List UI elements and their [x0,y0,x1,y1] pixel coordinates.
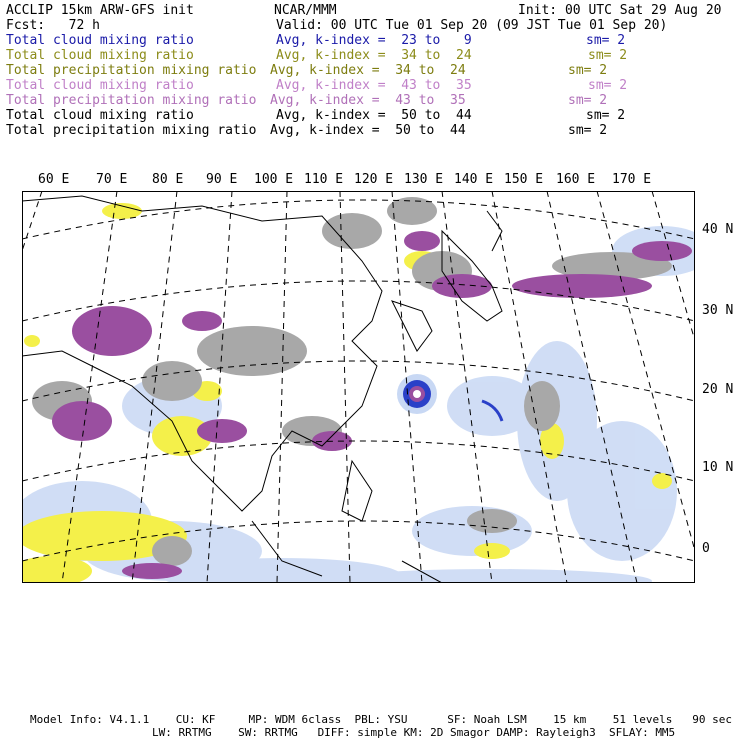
legend-row [6,78,736,93]
forecast-map [22,191,695,583]
legend-avg: Avg, k-index = 43 to 35 [270,93,466,108]
lat-label: 40 N [702,222,734,237]
lon-label: 70 E [96,172,128,187]
legend-sm: sm= 2 [568,123,608,138]
legend-sm: sm= 2 [588,78,628,93]
legend-label: Total cloud mixing ratio [6,78,194,93]
legend-label: Total cloud mixing ratio [6,48,194,63]
lat-label: 10 N [702,460,734,475]
legend-avg: Avg, k-index = 50 to 44 [270,123,466,138]
legend-row [6,33,736,48]
lon-label: 100 E [254,172,294,187]
init-time: Init: 00 UTC Sat 29 Aug 20 [518,3,722,18]
lon-label: 90 E [206,172,238,187]
legend-avg: Avg, k-index = 34 to 24 [276,48,472,63]
legend-avg: Avg, k-index = 43 to 35 [276,78,472,93]
lon-label: 130 E [404,172,444,187]
lat-label: 20 N [702,382,734,397]
lon-label: 80 E [152,172,184,187]
forecast-hour: Fcst: 72 h [6,18,100,33]
lon-label: 60 E [38,172,70,187]
legend-row [6,108,736,123]
lon-label: 160 E [556,172,596,187]
legend-label: Total cloud mixing ratio [6,108,194,123]
legend-row [6,48,736,63]
legend-sm: sm= 2 [588,48,628,63]
valid-time: Valid: 00 UTC Tue 01 Sep 20 (09 JST Tue 01 Sep 20) [276,18,668,33]
lon-label: 170 E [612,172,652,187]
lat-label: 0 [702,541,710,556]
legend-avg: Avg, k-index = 34 to 24 [270,63,466,78]
model-info-line1: Model Info: V4.1.1 CU: KF MP: WDM 6class PBL: YSU SF: Noah LSM 15 km 51 levels 90 sec [30,713,732,726]
legend-avg: Avg, k-index = 50 to 44 [276,108,472,123]
legend-sm: sm= 2 [568,93,608,108]
center-label: NCAR/MMM [274,3,337,18]
legend-label: Total precipitation mixing ratio [6,63,257,78]
legend-avg: Avg, k-index = 23 to 9 [276,33,472,48]
lon-label: 140 E [454,172,494,187]
legend-row [6,93,736,108]
legend-sm: sm= 2 [586,33,626,48]
legend-row [6,63,736,78]
legend-label: Total precipitation mixing ratio [6,123,257,138]
lon-label: 110 E [304,172,344,187]
lon-label: 120 E [354,172,394,187]
legend-row [6,123,736,138]
legend-sm: sm= 2 [568,63,608,78]
lat-label: 30 N [702,303,734,318]
legend-sm: sm= 2 [586,108,626,123]
plot-title: ACCLIP 15km ARW-GFS init [6,3,194,18]
legend-label: Total precipitation mixing ratio [6,93,257,108]
legend-label: Total cloud mixing ratio [6,33,194,48]
model-info-line2: LW: RRTMG SW: RRTMG DIFF: simple KM: 2D Smagor DAMP: Rayleigh3 SFLAY: MM5 [152,726,676,739]
lon-label: 150 E [504,172,544,187]
